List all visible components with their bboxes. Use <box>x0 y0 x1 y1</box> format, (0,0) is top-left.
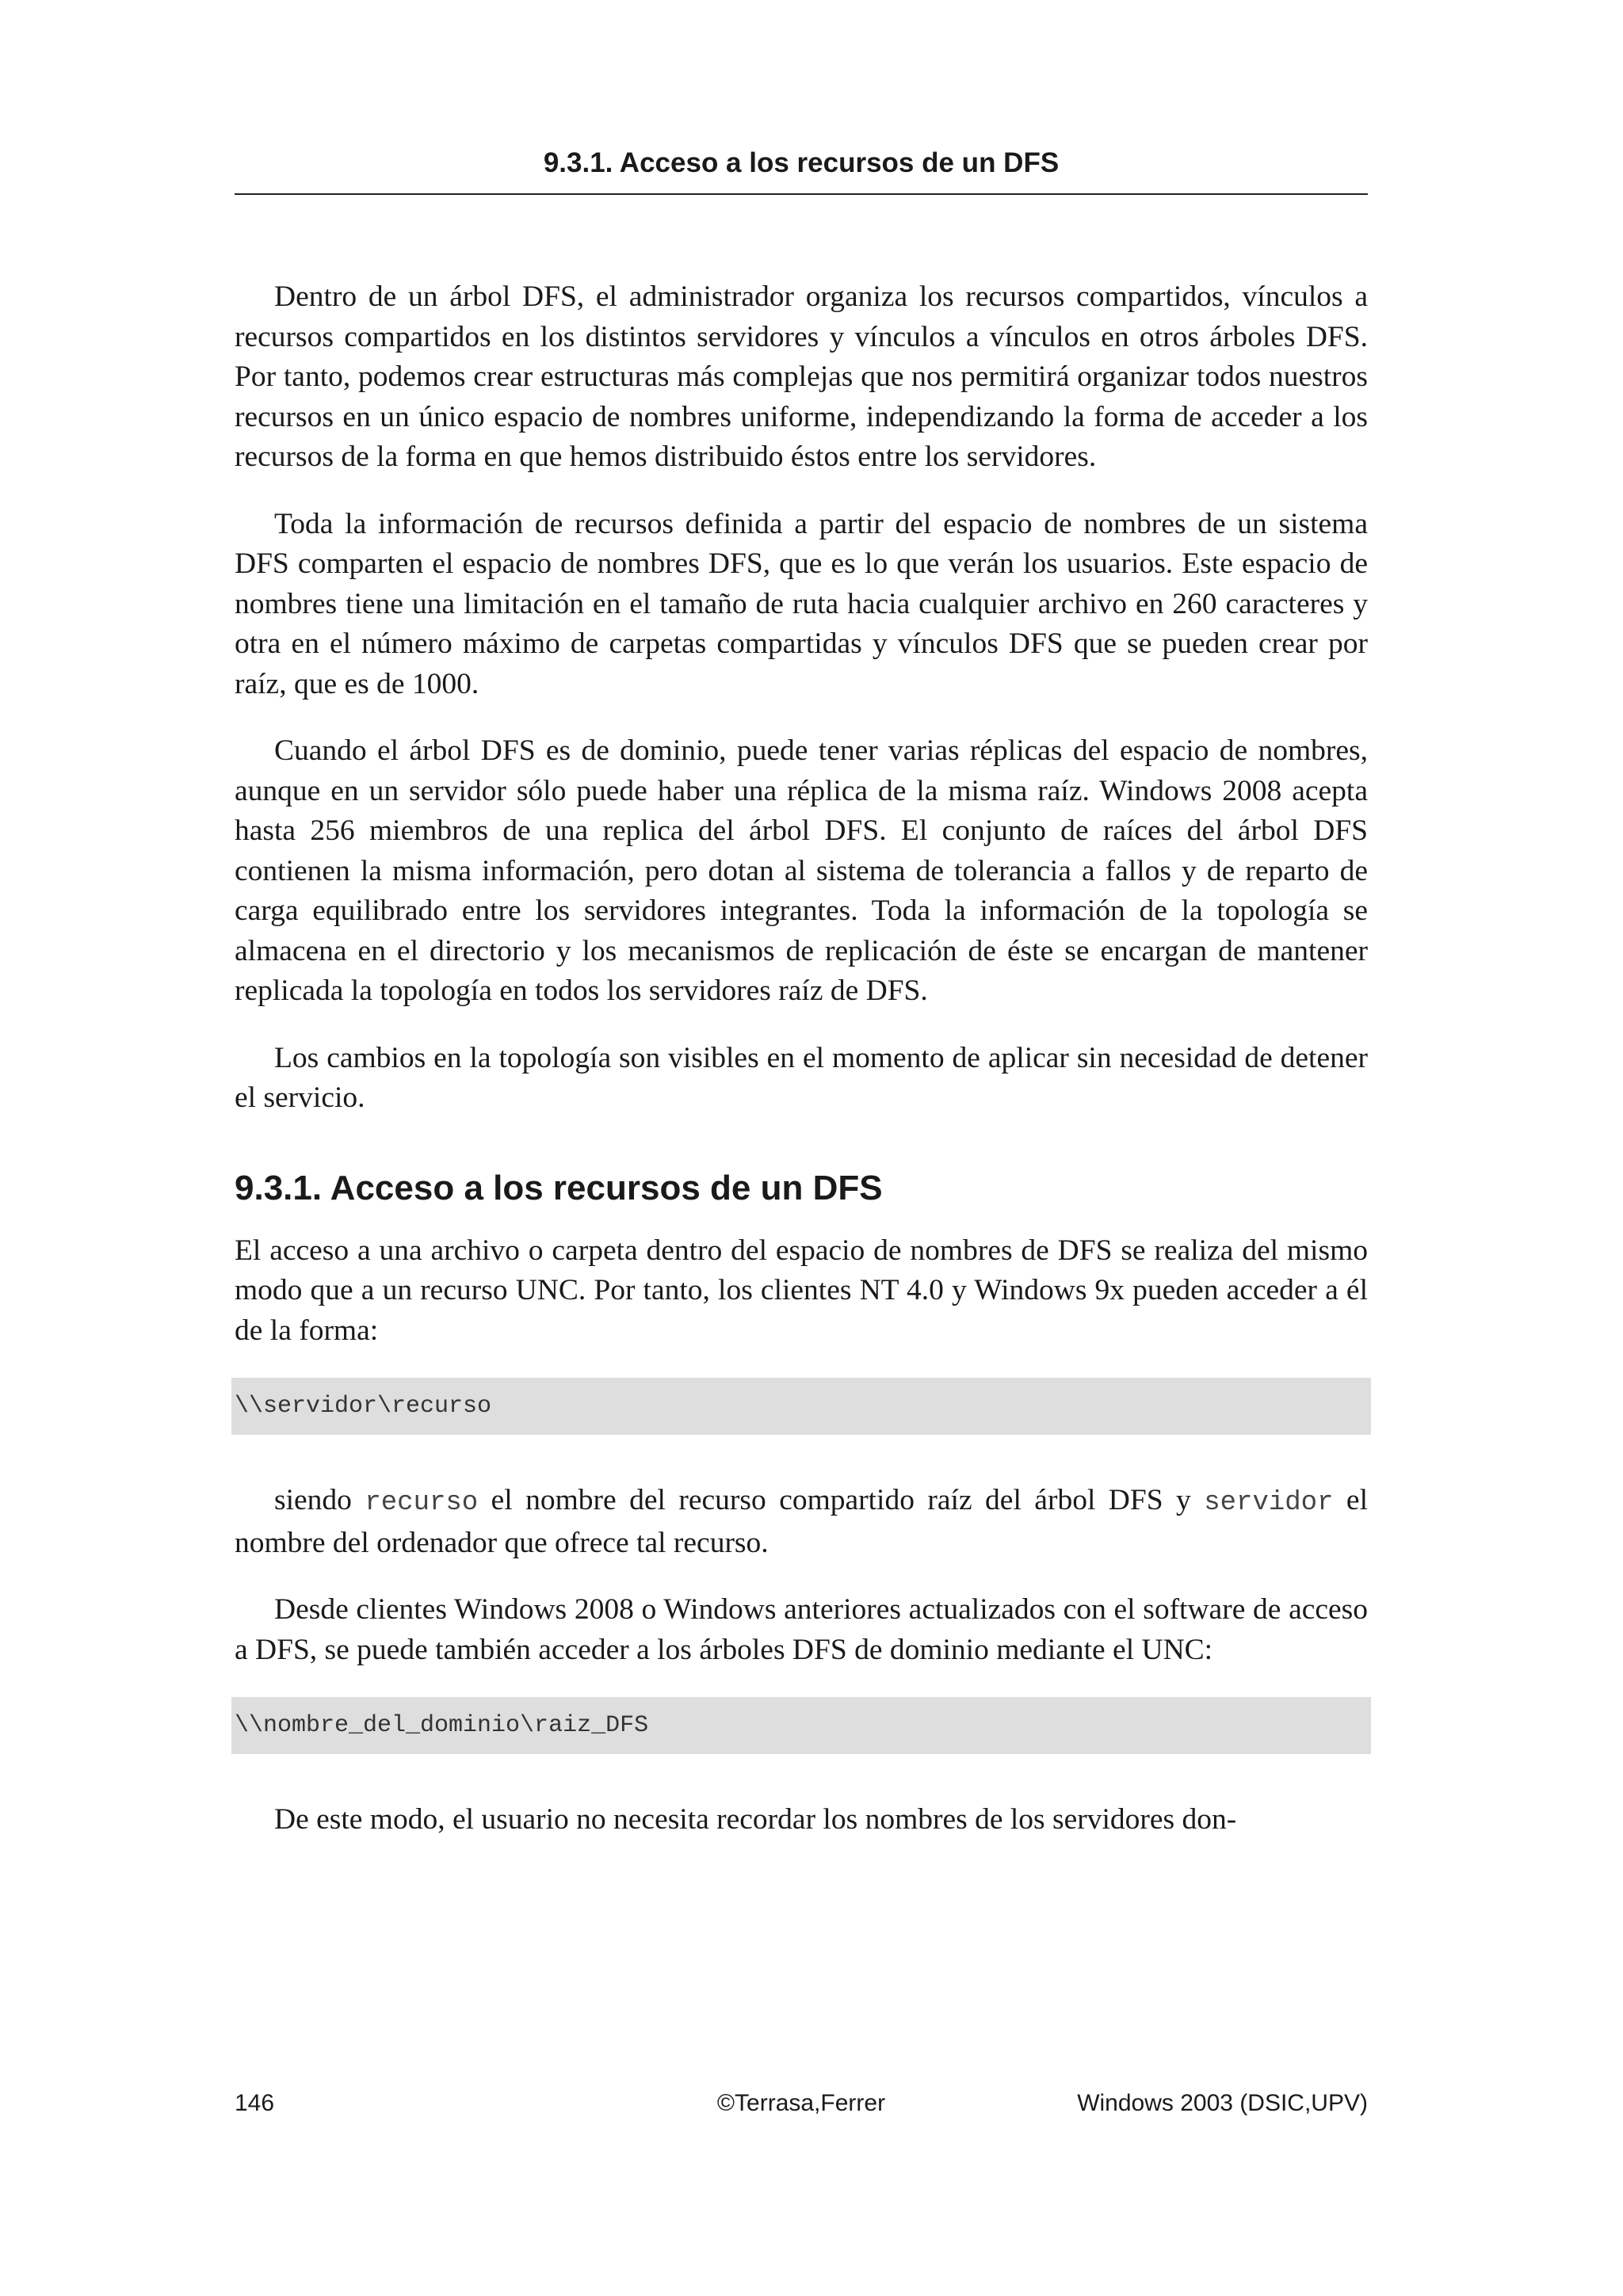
paragraph-1: Dentro de un árbol DFS, el administrador organiza los recursos compartidos, vínculos a recursos compartidos en los distintos servidores y vínculos a vínculos en otros árboles DFS. Por tanto, podemos crear estructuras más complejas que nos permitirá organizar todos nuestros recursos en un único espacio de nombres uniforme, independizando la forma de acceder a los recursos de la forma en que hemos distribuido éstos entre los servidores. <box>235 280 1368 473</box>
explain-text-2: el nombre del recurso compartido raíz del árbol DFS y <box>478 1484 1205 1516</box>
body-text <box>235 277 1368 1867</box>
page-number: 146 <box>235 2090 275 2116</box>
paragraph-2: Toda la información de recursos definida a partir del espacio de nombres de un sistema DFS comparten el espacio de nombres DFS, que es lo que verán los usuarios. Este espacio de nombres tiene una limitación en el tamaño de ruta hacia cualquier archivo en 260 caracteres y otra en el número máximo de carpetas compartidas y vínculos DFS que se pueden crear por raíz, que es de 1000. <box>235 507 1368 700</box>
explain-paragraph <box>235 1481 1368 1563</box>
inline-code-recurso: recurso <box>365 1488 479 1518</box>
paragraph-4: Los cambios en la topología son visibles en el momento de aplicar sin necesidad de detener el servicio. <box>235 1041 1368 1114</box>
code-block-unc: \\servidor\recurso <box>231 1378 1371 1435</box>
code-block-domain-unc: \\nombre_del_dominio\raiz_DFS <box>231 1697 1371 1754</box>
header-rule <box>235 193 1368 195</box>
paragraph-final: De este modo, el usuario no necesita recordar los nombres de los servidores don- <box>274 1803 1237 1836</box>
section-heading: 9.3.1. Acceso a los recursos de un DFS <box>235 1168 883 1207</box>
running-header: 9.3.1. Acceso a los recursos de un DFS <box>543 147 1060 178</box>
paragraph-3: Cuando el árbol DFS es de dominio, puede tener varias réplicas del espacio de nombres, aunque en un servidor sólo puede haber una réplica de la misma raíz. Windows 2008 acepta hasta 256 miembros de una replica del árbol DFS. El conjunto de raíces del árbol DFS contienen la misma información, pero dotan al sistema de tolerancia a fallos y de reparto de carga equilibrado entre los servidores integrantes. Toda la información de la topología se almacena en el directorio y los mecanismos de replicación de éste se encargan de mantener replicada la topología en todos los servidores raíz de DFS. <box>235 734 1368 1007</box>
inline-code-servidor: servidor <box>1204 1488 1334 1518</box>
explain-text-3: el nombre del ordenador que ofrece tal recurso. <box>235 1484 1368 1559</box>
footer-copyright: ©Terrasa,Ferrer <box>716 2090 886 2116</box>
section-intro: El acceso a una archivo o carpeta dentro del espacio de nombres de DFS se realiza del mismo modo que a un recurso UNC. Por tanto, los clientes NT 4.0 y Windows 9x pueden acceder a él de la forma: <box>235 1234 1368 1347</box>
paragraph-clients: Desde clientes Windows 2008 o Windows anteriores actualizados con el software de acceso a DFS, se puede también acceder a los árboles DFS de dominio mediante el UNC: <box>235 1593 1368 1666</box>
document-page <box>235 0 1368 2296</box>
explain-text-1: siendo <box>274 1484 365 1516</box>
footer-book-title: Windows 2003 (DSIC,UPV) <box>1077 2090 1368 2116</box>
